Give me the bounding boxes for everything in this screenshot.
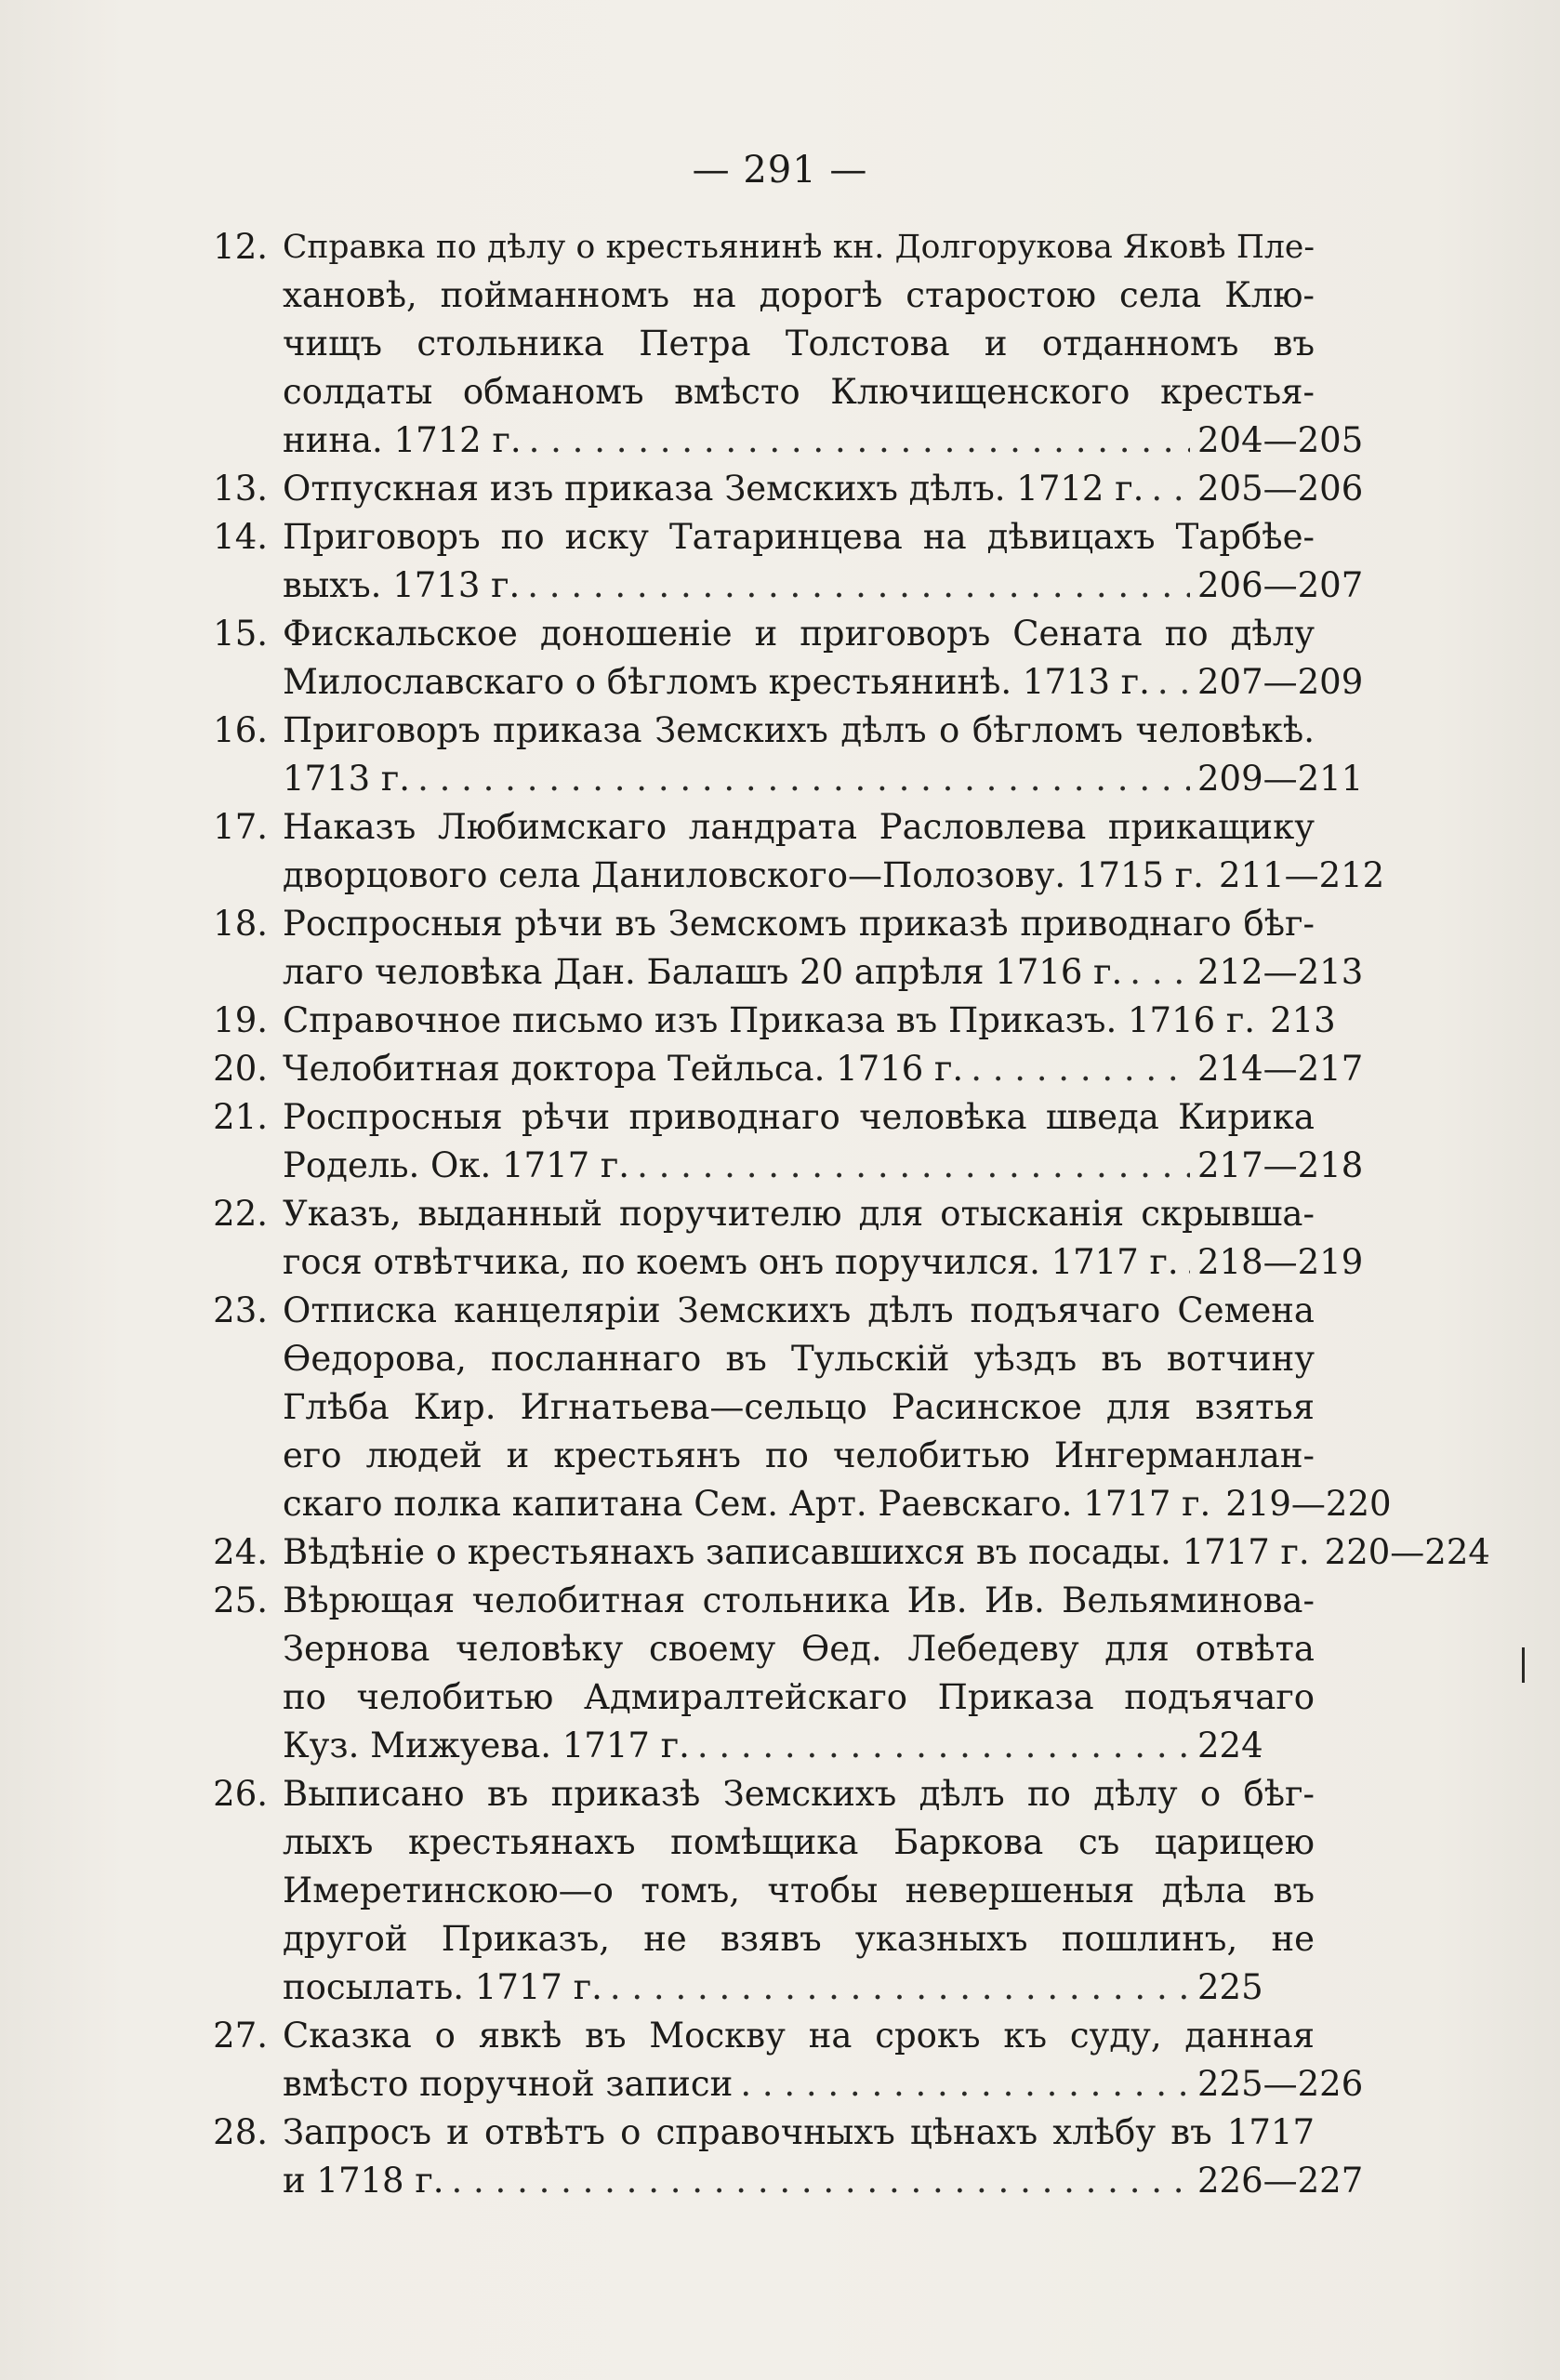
- toc-entry-text: Челобитная доктора Тейльса. 1716 г.: [283, 1049, 964, 1089]
- toc-entry-text: Запросъ и отвѣтъ о справочныхъ цѣнахъ хлѣбу въ 1717: [283, 2112, 1315, 2152]
- toc-entry-number: 22.: [213, 1194, 268, 1234]
- toc-entry-number: 21.: [213, 1097, 268, 1137]
- toc-entry-text: Зернова человѣку своему Ѳед. Лебедеву для отвѣта: [283, 1629, 1315, 1669]
- toc-entry-line: [165, 852, 1385, 900]
- toc-entry-number: 19.: [213, 1000, 268, 1040]
- toc-entry-text: Ѳедорова, посланнаго въ Тульскій уѣздъ въ вотчину: [283, 1339, 1315, 1379]
- toc-entry-pages: 226—227: [1197, 2161, 1364, 2201]
- page-number: — 291 —: [692, 149, 868, 192]
- toc-entry-text: Отписка канцеляріи Земскихъ дѣлъ подъячаго Семена: [283, 1290, 1315, 1330]
- toc-entry-text: вмѣсто поручной записи: [283, 2064, 734, 2104]
- toc-entry-line: [165, 1625, 1374, 1673]
- toc-entry-pages: 218—219: [1197, 1242, 1364, 1282]
- toc-entry-text: солдаты обманомъ вмѣсто Ключищенского крестья-: [283, 372, 1315, 412]
- toc-entry-text: Приговоръ приказа Земскихъ дѣлъ о бѣгломъ человѣкѣ.: [283, 710, 1315, 750]
- toc-entry-number: 18.: [213, 904, 268, 944]
- toc-entry-line: [165, 223, 1374, 271]
- toc-entry-number: 12.: [213, 227, 268, 267]
- toc-entry-line: [165, 1045, 1374, 1093]
- toc-entry-pages: 204—205: [1197, 420, 1364, 460]
- toc-entry-line: [165, 1673, 1374, 1722]
- toc-entry-text: хановѣ, пойманномъ на дорогѣ старостою села Клю-: [283, 275, 1315, 315]
- toc-entry: [165, 1045, 1374, 1093]
- toc-entry-line: [165, 1770, 1374, 1818]
- toc-entry-line: [165, 1480, 1392, 1528]
- dot-leader: [610, 1964, 1190, 2012]
- toc-entry: [165, 900, 1374, 997]
- toc-entry-text: 1713 г.: [283, 759, 411, 799]
- dot-leader: [971, 1045, 1190, 1093]
- toc-entry-line: [165, 1335, 1374, 1383]
- toc-entry-line: [165, 755, 1374, 803]
- toc-entry-line: [165, 416, 1374, 465]
- toc-entry-pages: 225: [1197, 1967, 1263, 2007]
- dot-leader: [697, 1722, 1190, 1770]
- toc-entry-text: Куз. Мижуева. 1717 г.: [283, 1726, 690, 1765]
- toc-entry-text: лыхъ крестьянахъ помѣщика Баркова съ царицею: [283, 1822, 1315, 1862]
- toc-entry: [165, 707, 1374, 803]
- dot-leader: [527, 562, 1190, 610]
- toc-entry-pages: 220—224: [1324, 1532, 1490, 1572]
- toc-entry-line: [165, 1432, 1374, 1480]
- toc-entry-line: [165, 2109, 1374, 2157]
- toc-entry-line: [165, 1867, 1374, 1915]
- toc-entry-text: другой Приказъ, не взявъ указныхъ пошлинъ, не: [283, 1919, 1315, 1959]
- toc-entry-text: Вѣрющая челобитная стольника Ив. Ив. Вельяминова-: [283, 1580, 1315, 1620]
- toc-entry-line: [165, 1142, 1374, 1190]
- toc-entry-line: [165, 610, 1374, 658]
- dot-leader: [1130, 948, 1190, 997]
- toc-entry-pages: 212—213: [1197, 952, 1364, 992]
- toc-entry-line: [165, 1915, 1374, 1964]
- toc-entry-line: [165, 368, 1374, 416]
- toc-entry-line: [165, 948, 1374, 997]
- toc-entry: [165, 997, 1374, 1045]
- toc-entry-number: 23.: [213, 1290, 268, 1330]
- toc-entry-text: дворцового села Даниловского—Полозову. 1715 г.: [283, 855, 1204, 895]
- toc-entry-line: [165, 1093, 1374, 1142]
- toc-entry-line: [165, 1577, 1374, 1625]
- toc-entry-text: его людей и крестьянъ по челобитью Ингерманлан-: [283, 1435, 1315, 1475]
- dot-leader: [452, 2157, 1191, 2205]
- toc-entry-line: [165, 2060, 1374, 2109]
- dot-leader: [1186, 1238, 1190, 1287]
- toc-entry-line: [165, 2157, 1374, 2205]
- toc-entry-pages: 213: [1270, 1000, 1336, 1040]
- toc-entry-number: 15.: [213, 614, 268, 654]
- toc-entry: [165, 1577, 1374, 1770]
- toc-entry-line: [165, 707, 1374, 755]
- toc-entry-text: выхъ. 1713 г.: [283, 565, 521, 605]
- toc-entry-line: [165, 803, 1374, 852]
- toc-entry-text: по челобитью Адмиралтейскаго Приказа подъячаго: [283, 1677, 1315, 1717]
- toc-entry-line: [165, 562, 1374, 610]
- toc-entry: [165, 2109, 1374, 2205]
- toc-entry-text: Приговоръ по иску Татаринцева на дѣвицахъ Тарбѣе-: [283, 517, 1315, 557]
- toc-entry: [165, 1770, 1374, 2012]
- toc-entry-line: [165, 1818, 1374, 1867]
- toc-entry: [165, 2012, 1374, 2109]
- toc-entry: [165, 803, 1385, 900]
- toc-entry: [165, 223, 1374, 465]
- toc-entry-text: посылать. 1717 г.: [283, 1967, 602, 2007]
- toc-entry-line: [165, 658, 1374, 707]
- toc-entry-text: Наказъ Любимскаго ландрата Расловлева прикащику: [283, 807, 1315, 847]
- dot-leader: [1151, 465, 1190, 513]
- toc-entry-number: 24.: [213, 1532, 268, 1572]
- toc-entry-pages: 206—207: [1197, 565, 1364, 605]
- toc-entry-text: Вѣдѣніе о крестьянахъ записавшихся въ посады. 1717 г.: [283, 1532, 1310, 1572]
- toc-entry: [165, 513, 1374, 610]
- toc-entry: [165, 610, 1374, 707]
- toc-entry-pages: 205—206: [1197, 469, 1364, 509]
- dot-leader: [417, 755, 1190, 803]
- toc-entry-number: 26.: [213, 1774, 268, 1814]
- toc-entry: [165, 1528, 1490, 1577]
- toc-entry-text: Глѣба Кир. Игнатьева—сельцо Расинское для взятья: [283, 1387, 1315, 1427]
- toc-entry-pages: 214—217: [1197, 1049, 1364, 1089]
- toc-entry-pages: 219—220: [1225, 1484, 1392, 1524]
- toc-entry-text: Сказка о явкѣ въ Москву на срокъ къ суду, данная: [283, 2016, 1315, 2056]
- toc-entry-number: 13.: [213, 469, 268, 509]
- toc-entry-text: Выписано въ приказѣ Земскихъ дѣлъ по дѣлу о бѣг-: [283, 1774, 1315, 1814]
- toc-entry-line: [165, 1383, 1374, 1432]
- toc-entry-line: [165, 1238, 1374, 1287]
- toc-entry-pages: 225—226: [1197, 2064, 1364, 2104]
- toc-entry-number: 25.: [213, 1580, 268, 1620]
- toc-entry-number: 17.: [213, 807, 268, 847]
- toc-entry-text: нина. 1712 г.: [283, 420, 522, 460]
- toc-entry-text: Фискальское доношеніе и приговоръ Сената по дѣлу: [283, 614, 1315, 654]
- toc-entry-line: [165, 1964, 1374, 2012]
- toc-entry-line: [165, 1287, 1374, 1335]
- toc-entry-number: 20.: [213, 1049, 268, 1089]
- toc-entry: [165, 1190, 1374, 1287]
- toc-entry-line: [165, 2012, 1374, 2060]
- toc-entry-line: [165, 320, 1374, 368]
- toc-entry-text: Роспросныя рѣчи въ Земскомъ приказѣ приводнаго бѣг-: [283, 904, 1315, 944]
- toc-entry-line: [165, 1722, 1374, 1770]
- toc-entry-text: Указъ, выданный поручителю для отысканія скрывшa-: [283, 1194, 1315, 1234]
- table-of-contents: [165, 223, 1490, 2205]
- toc-entry-text: чищъ стольника Петра Толстова и отданномъ въ: [283, 324, 1315, 364]
- toc-entry-text: Справка по дѣлу о крестьянинѣ кн. Долгорукова Яковѣ Пле-: [283, 229, 1315, 266]
- toc-entry-number: 28.: [213, 2112, 268, 2152]
- margin-mark: [1522, 1647, 1525, 1683]
- toc-entry-number: 14.: [213, 517, 268, 557]
- toc-entry: [165, 1093, 1374, 1190]
- toc-entry-pages: 211—212: [1218, 855, 1385, 895]
- toc-entry-pages: 207—209: [1197, 662, 1364, 702]
- toc-entry-pages: 224: [1197, 1726, 1263, 1765]
- toc-entry-line: [165, 465, 1374, 513]
- toc-entry-text: Милославскаго о бѣгломъ крестьянинѣ. 1713 г.: [283, 662, 1150, 702]
- toc-entry-line: [165, 1528, 1490, 1577]
- toc-entry-text: скаго полка капитана Сем. Арт. Раевскаго. 1717 г.: [283, 1484, 1211, 1524]
- toc-entry-number: 16.: [213, 710, 268, 750]
- toc-entry-text: Роспросныя рѣчи приводнаго человѣка шведа Кирика: [283, 1097, 1315, 1137]
- toc-entry-text: лаго человѣка Дан. Балашъ 20 апрѣля 1716 г.: [283, 952, 1123, 992]
- toc-entry-line: [165, 900, 1374, 948]
- toc-entry-text: гося отвѣтчика, по коемъ онъ поручился. 1717 г.: [283, 1242, 1179, 1282]
- toc-entry-text: и 1718 г.: [283, 2161, 444, 2201]
- toc-entry-text: Родель. Ок. 1717 г.: [283, 1145, 630, 1185]
- dot-leader: [1157, 658, 1190, 707]
- toc-entry-pages: 217—218: [1197, 1145, 1364, 1185]
- dot-leader: [740, 2060, 1190, 2109]
- toc-entry-text: Отпускная изъ приказа Земскихъ дѣлъ. 1712 г.: [283, 469, 1144, 509]
- toc-entry-line: [165, 1190, 1374, 1238]
- toc-entry-line: [165, 513, 1374, 562]
- toc-entry-text: Имеретинскою—о томъ, чтобы невершеныя дѣла въ: [283, 1871, 1315, 1911]
- toc-entry: [165, 1287, 1392, 1528]
- toc-entry: [165, 465, 1374, 513]
- toc-entry-number: 27.: [213, 2016, 268, 2056]
- toc-entry-text: Справочное письмо изъ Приказа въ Приказъ. 1716 г.: [283, 1000, 1256, 1040]
- toc-entry-pages: 209—211: [1197, 759, 1364, 799]
- dot-leader: [529, 416, 1190, 465]
- toc-entry-line: [165, 271, 1374, 320]
- dot-leader: [637, 1142, 1190, 1190]
- toc-entry-line: [165, 997, 1374, 1045]
